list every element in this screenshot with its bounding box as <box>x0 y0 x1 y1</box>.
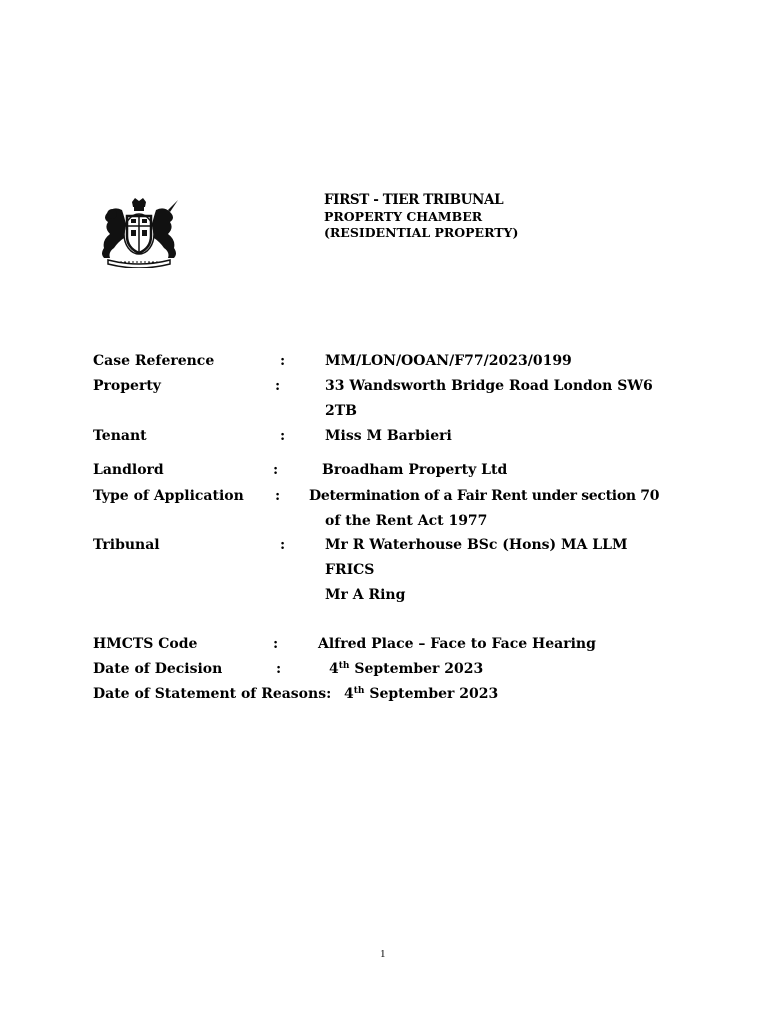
case-reference-value: MM/LON/OOAN/F77/2023/0199 <box>325 353 572 369</box>
page-number: 1 <box>380 948 386 960</box>
landlord-separator: : <box>273 462 279 478</box>
date-of-decision-label: Date of Decision <box>93 661 223 677</box>
tribunal-value-line2: FRICS <box>325 562 375 578</box>
hmcts-code-label: HMCTS Code <box>93 636 198 652</box>
tenant-value: Miss M Barbieri <box>325 428 452 444</box>
date-of-decision-day-suffix: th <box>338 661 350 671</box>
hmcts-code-value: Alfred Place – Face to Face Hearing <box>318 636 596 652</box>
case-reference-label: Case Reference <box>93 353 215 369</box>
tenant-separator: : <box>280 428 286 444</box>
type-of-application-value-line2: of the Rent Act 1977 <box>325 513 488 529</box>
date-of-statement-label: Date of Statement of Reasons: <box>93 686 332 702</box>
property-label: Property <box>93 378 161 394</box>
date-of-statement-day: 4 <box>344 686 354 702</box>
date-of-statement-month-year: September 2023 <box>364 686 499 702</box>
tribunal-value-line1: Mr R Waterhouse BSc (Hons) MA LLM <box>325 537 628 553</box>
tribunal-value-line3: Mr A Ring <box>325 587 406 603</box>
landlord-label: Landlord <box>93 462 164 478</box>
property-value-line2: 2TB <box>325 403 357 419</box>
date-of-statement-value <box>344 685 498 703</box>
hmcts-code-separator: : <box>273 636 279 652</box>
type-of-application-separator: : <box>275 488 281 504</box>
type-of-application-value-line1: Determination of a Fair Rent under section 70 <box>309 488 660 504</box>
case-reference-separator: : <box>280 353 286 369</box>
date-of-decision-month-year: September 2023 <box>349 661 484 677</box>
date-of-statement-day-suffix: th <box>353 686 365 696</box>
tenant-label: Tenant <box>93 428 147 444</box>
tribunal-title: FIRST - TIER TRIBUNAL <box>324 192 504 208</box>
tribunal-label: Tribunal <box>93 537 160 553</box>
date-of-decision-separator: : <box>276 661 282 677</box>
date-of-decision-value <box>329 660 483 678</box>
date-of-decision-day: 4 <box>329 661 339 677</box>
tribunal-heading <box>324 192 518 241</box>
property-value-line1: 33 Wandsworth Bridge Road London SW6 <box>325 378 653 394</box>
tribunal-separator: : <box>280 537 286 553</box>
chamber-division: (RESIDENTIAL PROPERTY) <box>324 225 519 240</box>
landlord-value: Broadham Property Ltd <box>322 462 508 478</box>
royal-coat-of-arms-icon <box>94 196 184 268</box>
chamber-name: PROPERTY CHAMBER <box>324 209 483 224</box>
type-of-application-label: Type of Application <box>93 488 244 504</box>
property-separator: : <box>275 378 281 394</box>
